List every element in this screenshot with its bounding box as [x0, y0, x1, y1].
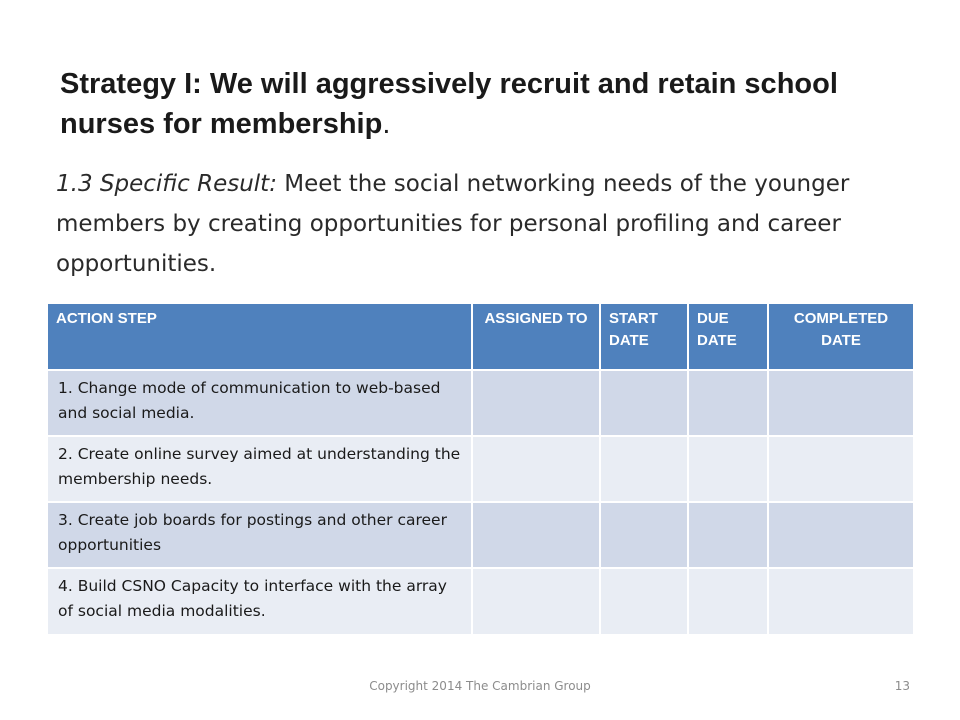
slide-title-period: . — [382, 108, 391, 140]
header-due-date: DUE DATE — [688, 304, 768, 370]
table-header-row — [48, 304, 913, 370]
header-action-step: ACTION STEP — [48, 304, 472, 370]
slide-title-text: Strategy I: We will aggressively recruit and retain school nurses for membership — [60, 68, 838, 140]
completed-date-cell — [768, 370, 913, 436]
assigned-to-cell — [472, 568, 600, 634]
assigned-to-cell — [472, 370, 600, 436]
header-assigned-to: ASSIGNED TO — [472, 304, 600, 370]
action-step-cell: 1. Change mode of communication to web-based and social media. — [48, 370, 472, 436]
due-date-cell — [688, 502, 768, 568]
header-start-date: START DATE — [600, 304, 688, 370]
specific-result-label: 1.3 Specific Result: — [56, 171, 277, 197]
table-row — [48, 370, 913, 436]
header-completed-date: COMPLETED DATE — [768, 304, 913, 370]
due-date-cell — [688, 370, 768, 436]
copyright-footer: Copyright 2014 The Cambrian Group — [369, 679, 591, 693]
action-plan-table — [48, 304, 913, 634]
start-date-cell — [600, 436, 688, 502]
due-date-cell — [688, 436, 768, 502]
specific-result-text: Meet the social networking needs of the younger members by creating opportunities for personal profiling and career opportunities. — [56, 171, 850, 277]
page-number: 13 — [894, 679, 910, 693]
table-row — [48, 502, 913, 568]
start-date-cell — [600, 502, 688, 568]
table-row — [48, 436, 913, 502]
start-date-cell — [600, 370, 688, 436]
action-step-cell: 4. Build CSNO Capacity to interface with the array of social media modalities. — [48, 568, 472, 634]
assigned-to-cell — [472, 436, 600, 502]
specific-result — [56, 164, 896, 284]
completed-date-cell — [768, 568, 913, 634]
completed-date-cell — [768, 502, 913, 568]
action-step-cell: 3. Create job boards for postings and other career opportunities — [48, 502, 472, 568]
start-date-cell — [600, 568, 688, 634]
table-row — [48, 568, 913, 634]
assigned-to-cell — [472, 502, 600, 568]
due-date-cell — [688, 568, 768, 634]
slide-title — [60, 64, 920, 144]
completed-date-cell — [768, 436, 913, 502]
action-step-cell: 2. Create online survey aimed at understanding the membership needs. — [48, 436, 472, 502]
